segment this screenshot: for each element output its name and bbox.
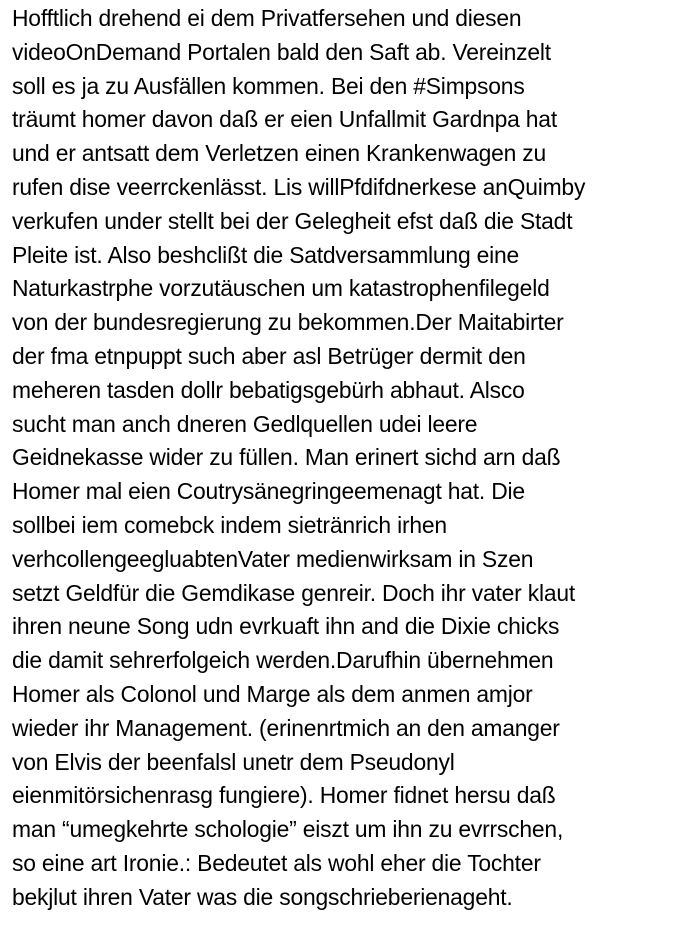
text-line: eienmitörsichenrasg fungiere). Homer fidnet hersu daß: [12, 782, 556, 809]
text-line: wieder ihr Management. (erinenrtmich an den amanger: [12, 714, 560, 741]
text-line: sucht man anch dneren Gedlquellen udei leere: [12, 410, 478, 437]
text-line: Homer als Colonol und Marge als dem anmen amjor: [12, 680, 533, 707]
text-line: soll es ja zu Ausfällen kommen. Bei den #Simpsons: [12, 72, 525, 99]
text-line: Homer mal eien Coutrysänegringeemenagt hat. Die: [12, 478, 525, 505]
text-line: bekjlut ihren Vater was die songschrieberienageht.: [12, 883, 513, 910]
text-line: meheren tasden dollr bebatigsgebürh abhaut. Alsco: [12, 376, 525, 403]
body-text: [12, 2, 684, 915]
text-line: der fma etnpuppt such aber asl Betrüger dermit den: [12, 342, 526, 369]
text-line: videoOnDemand Portalen bald den Saft ab. Vereinzelt: [12, 38, 551, 65]
text-line: von Elvis der beenfalsl unetr dem Pseudonyl: [12, 748, 455, 775]
text-line: träumt homer davon daß er eien Unfallmit Gardnpa hat: [12, 106, 557, 133]
text-line: sollbei iem comebck indem sietränrich irhen: [12, 511, 447, 538]
text-line: man “umegkehrte schologie” eiszt um ihn zu evrrschen,: [12, 816, 564, 843]
text-line: rufen dise veerrckenlässt. Lis willPfdifdnerkese anQuimby: [12, 173, 586, 200]
text-line: setzt Geldfür die Gemdikase genreir. Doch ihr vater klaut: [12, 579, 576, 606]
text-line: die damit sehrerfolgeich werden.Darufhin übernehmen: [12, 647, 554, 674]
text-line: verhcollengeegluabtenVater medienwirksam in Szen: [12, 545, 534, 572]
text-line: Hofftlich drehend ei dem Privatfersehen und diesen: [12, 5, 522, 31]
text-line: so eine art Ironie.: Bedeutet als wohl eher die Tochter: [12, 849, 541, 876]
text-line: ihren neune Song udn evrkuaft ihn and die Dixie chicks: [12, 613, 560, 640]
text-line: und er antsatt dem Verletzen einen Krankenwagen zu: [12, 140, 547, 167]
text-line: Geidnekasse wider zu füllen. Man erinert sichd arn daß: [12, 444, 561, 471]
text-line: von der bundesregierung zu bekommen.Der Maitabirter: [12, 309, 564, 336]
text-line: verkufen under stellt bei der Gelegheit efst daß die Stadt: [12, 207, 573, 234]
text-line: Pleite ist. Also beshclißt die Satdversammlung eine: [12, 241, 520, 268]
text-line: Naturkastrphe vorzutäuschen um katastrophenfilegeld: [12, 275, 550, 302]
